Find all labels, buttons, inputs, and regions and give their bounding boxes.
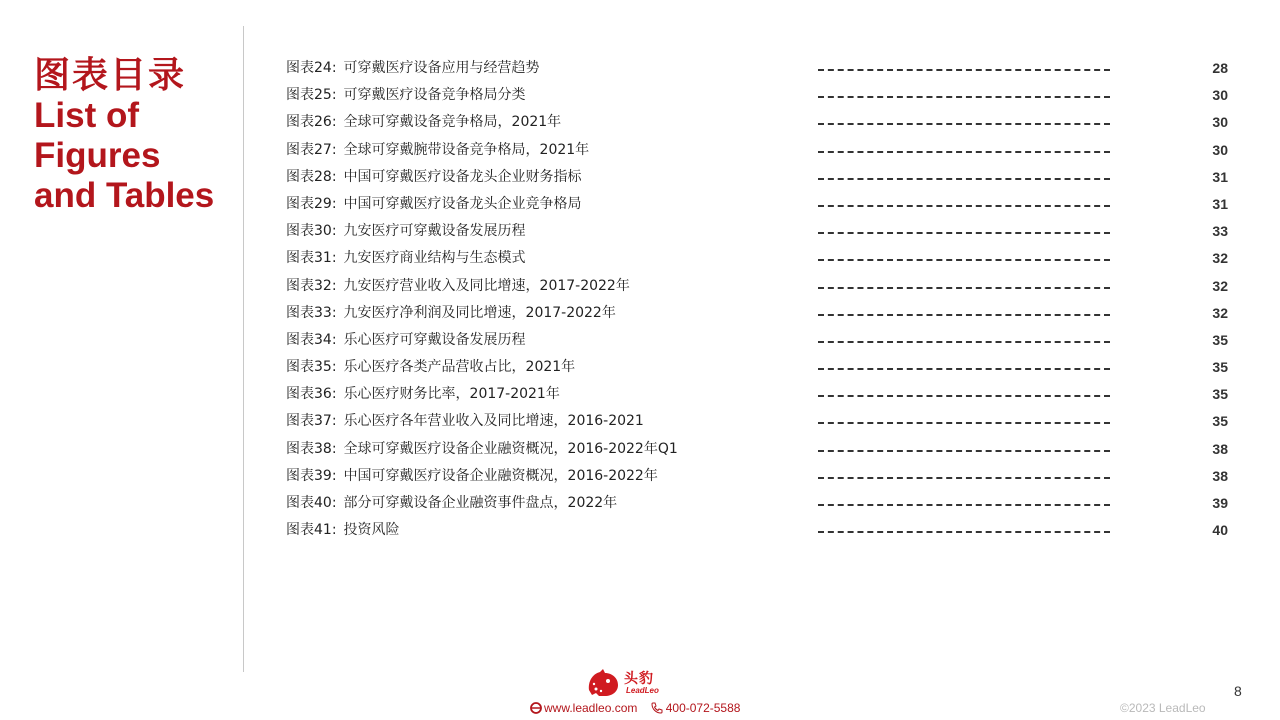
logo-text-cn: 头豹 xyxy=(624,671,654,687)
toc-page-number: 28 xyxy=(1212,60,1228,76)
web-icon xyxy=(530,702,542,714)
toc-page-number: 40 xyxy=(1212,522,1228,539)
toc-row[interactable] xyxy=(286,436,1230,463)
toc-entry-code: 图表35: xyxy=(286,359,337,376)
toc-page-number: 38 xyxy=(1212,440,1228,457)
toc-row[interactable] xyxy=(286,300,1230,327)
toc-page-number: 31 xyxy=(1212,195,1228,212)
toc-dotted-leader xyxy=(818,450,1110,452)
toc-entry-code: 图表26: xyxy=(286,114,337,131)
toc-dotted-leader xyxy=(818,287,1110,289)
toc-dotted-leader xyxy=(818,314,1110,316)
toc-entry-label xyxy=(286,408,644,435)
toc-entry-label xyxy=(286,191,582,218)
toc-row[interactable] xyxy=(286,381,1230,408)
toc-page-number: 32 xyxy=(1212,304,1228,321)
toc-row[interactable] xyxy=(286,490,1230,517)
toc-page-number: 31 xyxy=(1212,168,1228,185)
toc-dotted-leader xyxy=(818,123,1110,125)
toc-entry-code: 图表38: xyxy=(286,440,337,457)
page-title-en-line-3: and Tables xyxy=(34,176,215,215)
page-title-en-line-2: Figures xyxy=(34,136,161,175)
page-title-block xyxy=(34,56,234,216)
toc-dotted-leader xyxy=(818,422,1110,424)
toc-page-number: 35 xyxy=(1212,331,1228,348)
toc-entry-code: 图表32: xyxy=(286,277,337,294)
website-link[interactable]: www.leadleo.com xyxy=(544,700,638,715)
toc-entry-code: 图表33: xyxy=(286,304,337,321)
toc-dotted-leader xyxy=(818,205,1110,207)
toc-entry-label xyxy=(286,273,630,300)
toc-entry-label xyxy=(286,82,526,109)
toc-dotted-leader xyxy=(818,531,1110,533)
toc-entry-label xyxy=(286,245,526,272)
toc-entry-title: 乐心医疗财务比率，2017-2021年 xyxy=(343,386,560,403)
toc-entry-label xyxy=(286,300,616,327)
toc-row[interactable] xyxy=(286,109,1230,136)
leopard-head-icon xyxy=(586,668,620,698)
toc-page-number: 35 xyxy=(1212,386,1228,403)
toc-entry-title: 全球可穿戴设备竞争格局，2021年 xyxy=(343,114,562,131)
toc-page-number: 35 xyxy=(1212,413,1228,430)
toc-entry-label xyxy=(286,381,560,408)
logo-text-en: LeadLeo xyxy=(626,686,659,695)
toc-row[interactable] xyxy=(286,55,1230,82)
toc-page-number: 30 xyxy=(1212,141,1228,158)
toc-entry-title: 乐心医疗各年营业收入及同比增速，2016-2021 xyxy=(343,413,644,430)
toc-row[interactable] xyxy=(286,82,1230,109)
toc-page-number: 30 xyxy=(1212,114,1228,131)
toc-entry-label xyxy=(286,109,561,136)
toc-entry-label xyxy=(286,517,400,544)
toc-row[interactable] xyxy=(286,164,1230,191)
toc-dotted-leader xyxy=(818,151,1110,153)
toc-entry-label xyxy=(286,354,575,381)
toc-row[interactable] xyxy=(286,408,1230,435)
toc-entry-title: 中国可穿戴医疗设备龙头企业财务指标 xyxy=(343,168,582,185)
toc-entry-label xyxy=(286,436,678,463)
toc-entry-title: 部分可穿戴设备企业融资事件盘点，2022年 xyxy=(343,495,618,511)
copyright: ©2023 LeadLeo xyxy=(1120,701,1206,715)
toc-dotted-leader xyxy=(818,69,1110,71)
toc-entry-title: 中国可穿戴医疗设备龙头企业竞争格局 xyxy=(343,195,582,212)
toc-entry-code: 图表29: xyxy=(286,195,337,212)
toc-entry-code: 图表36: xyxy=(286,386,337,403)
toc-entry-code: 图表25: xyxy=(286,87,337,104)
toc-entry-title: 可穿戴医疗设备应用与经营趋势 xyxy=(343,60,540,76)
toc-entry-title: 全球可穿戴腕带设备竞争格局，2021年 xyxy=(343,141,590,158)
toc-entry-title: 可穿戴医疗设备竞争格局分类 xyxy=(343,87,526,104)
toc-entry-code: 图表24: xyxy=(286,60,337,76)
toc-row[interactable] xyxy=(286,354,1230,381)
toc-row[interactable] xyxy=(286,273,1230,300)
toc-row[interactable] xyxy=(286,218,1230,245)
footer-contact xyxy=(530,700,740,715)
toc-row[interactable] xyxy=(286,191,1230,218)
toc-entry-code: 图表39: xyxy=(286,467,337,484)
toc-entry-label xyxy=(286,463,658,490)
toc-page-number: 35 xyxy=(1212,359,1228,376)
toc-page-number: 32 xyxy=(1212,277,1228,294)
toc-entry-title: 九安医疗净利润及同比增速，2017-2022年 xyxy=(343,304,616,321)
table-of-contents xyxy=(286,55,1230,544)
toc-entry-label xyxy=(286,164,582,191)
toc-entry-code: 图表31: xyxy=(286,250,337,267)
toc-entry-label xyxy=(286,327,526,354)
toc-dotted-leader xyxy=(818,259,1110,261)
toc-entry-code: 图表30: xyxy=(286,223,337,240)
toc-entry-title: 中国可穿戴医疗设备企业融资概况，2016-2022年 xyxy=(343,467,658,484)
toc-entry-title: 九安医疗营业收入及同比增速，2017-2022年 xyxy=(343,277,630,294)
toc-dotted-leader xyxy=(818,96,1110,98)
toc-entry-title: 九安医疗可穿戴设备发展历程 xyxy=(343,223,526,240)
toc-row[interactable] xyxy=(286,137,1230,164)
toc-row[interactable] xyxy=(286,245,1230,272)
toc-entry-code: 图表34: xyxy=(286,331,337,348)
toc-entry-label xyxy=(286,55,540,82)
toc-entry-title: 九安医疗商业结构与生态模式 xyxy=(343,250,526,267)
page-title-en-line-1: List of xyxy=(34,96,139,135)
leadleo-logo xyxy=(586,666,666,700)
toc-dotted-leader xyxy=(818,178,1110,180)
toc-row[interactable] xyxy=(286,463,1230,490)
toc-entry-code: 图表41: xyxy=(286,522,337,539)
toc-dotted-leader xyxy=(818,232,1110,234)
toc-entry-label xyxy=(286,218,526,245)
toc-dotted-leader xyxy=(818,341,1110,343)
toc-row[interactable] xyxy=(286,327,1230,354)
toc-dotted-leader xyxy=(818,477,1110,479)
page-number: 8 xyxy=(1234,683,1242,699)
toc-page-number: 39 xyxy=(1212,495,1228,511)
phone-number: 400-072-5588 xyxy=(665,700,741,715)
toc-row[interactable] xyxy=(286,517,1230,544)
toc-page-number: 32 xyxy=(1212,250,1228,267)
toc-entry-title: 乐心医疗各类产品营收占比，2021年 xyxy=(343,359,576,376)
toc-entry-title: 投资风险 xyxy=(343,522,400,539)
toc-dotted-leader xyxy=(818,504,1110,506)
toc-page-number: 33 xyxy=(1212,223,1228,240)
toc-dotted-leader xyxy=(818,368,1110,370)
toc-entry-title: 全球可穿戴医疗设备企业融资概况，2016-2022年Q1 xyxy=(343,440,678,457)
toc-dotted-leader xyxy=(818,395,1110,397)
toc-entry-label xyxy=(286,490,617,517)
vertical-divider xyxy=(243,26,244,672)
toc-entry-label xyxy=(286,137,589,164)
toc-entry-code: 图表37: xyxy=(286,413,337,430)
toc-entry-code: 图表40: xyxy=(286,495,337,511)
toc-page-number: 38 xyxy=(1212,467,1228,484)
toc-page-number: 30 xyxy=(1212,87,1228,104)
toc-entry-title: 乐心医疗可穿戴设备发展历程 xyxy=(343,331,526,348)
toc-entry-code: 图表27: xyxy=(286,141,337,158)
page-title-cn: 图表目录 xyxy=(34,55,187,96)
toc-entry-code: 图表28: xyxy=(286,168,337,185)
phone-icon xyxy=(651,702,663,714)
